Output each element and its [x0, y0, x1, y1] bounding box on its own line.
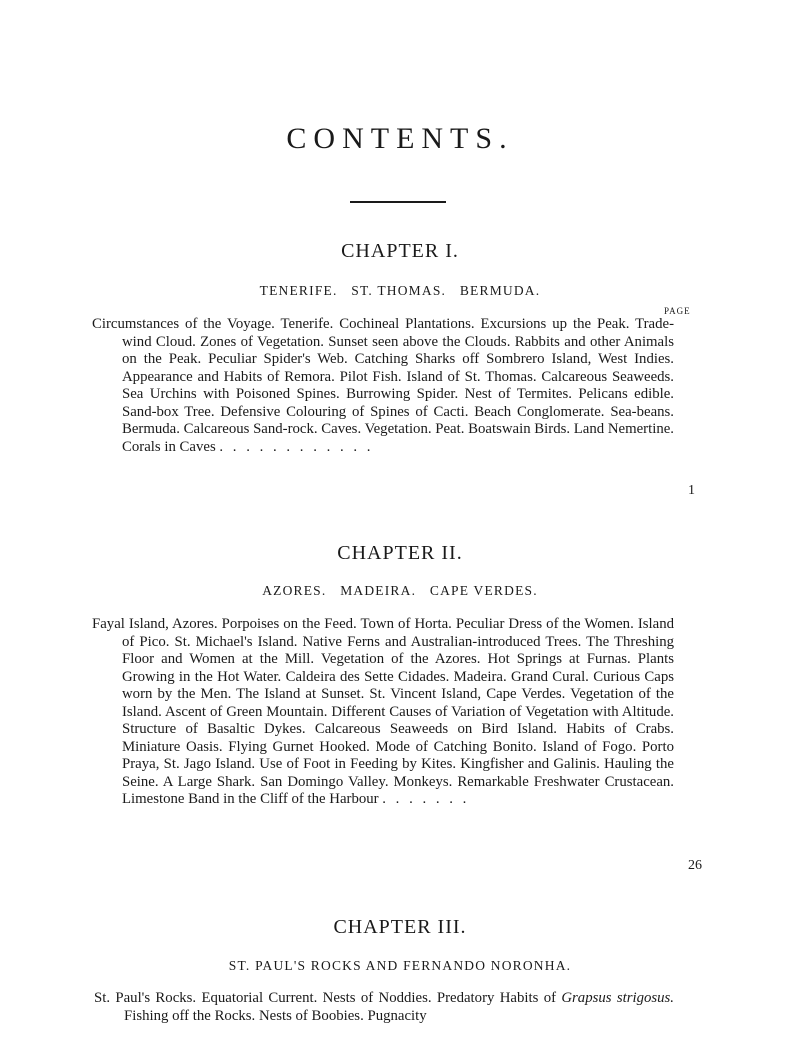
chapter-subtitle: AZORES. MADEIRA. CAPE VERDES. [262, 583, 538, 598]
chapter-summary [92, 316, 674, 456]
species-name: Grapsus strigosus. [561, 990, 674, 1006]
chapter-heading: CHAPTER I. [341, 240, 459, 262]
leader-dots: . . . . . . . . . . . . [219, 438, 374, 455]
summary-text: Circumstances of the Voyage. Tenerife. Cochineal Plantations. Excursions up the Peak. Trade-wind Cloud. Zones of Vegetation. Sunset seen above the Clouds. Rabbits and other Animals on the Peak. Peculiar Spider's Web. Catching Sharks off Sombrero Island, West Indies. Appearance and Habits of Remora. Pilot Fish. Island of St. Thomas. Calcareous Seaweeds. Sea Urchins with Poisoned Spines. Burrowing Spider. Nest of Termites. Pelicans edible. Sand-box Tree. Defensive Colouring of Spines of Cacti. Beach Conglomerate. Sea-beans. Bermuda. Calcareous Sand-rock. Caves. Vegetation. Peat. Boatswain Birds. Land Nemertine. Corals in Caves [92, 316, 674, 455]
summary-text: Fayal Island, Azores. Porpoises on the Feed. Town of Horta. Peculiar Dress of the Women. Island of Pico. St. Michael's Island. Native Ferns and Australian-introduced Trees. The Threshing Floor and Women at the Mill. Vegetation of the Azores. Hot Springs at Furnas. Plants Growing in the Hot Water. Caldeira des Sette Cidades. Madeira. Grand Cural. Curious Caps worn by the Men. The Island at Sunset. St. Vincent Island, Cape Verdes. Vegetation of the Island. Ascent of Green Mountain. Different Causes of Variation of Vegetation with Altitude. Structure of Basaltic Dykes. Calcareous Seaweeds on Bird Island. Habits of Crabs. Miniature Oasis. Flying Gurnet Hooked. Mode of Catching Bonito. Island of Fogo. Porto Praya, St. Jago Island. Use of Foot in Feeding by Kites. Kingfisher and Galinis. Hauling the Seine. A Large Shark. San Domingo Valley. Monkeys. Remarkable Freshwater Crustacean. Limestone Band in the Cliff of the Harbour [92, 616, 674, 807]
leader-dots: . . . . . . . [382, 791, 470, 807]
chapter-subtitle: TENERIFE. ST. THOMAS. BERMUDA. [259, 283, 541, 298]
chapter-heading: CHAPTER II. [337, 542, 463, 564]
page-number: 26 [688, 858, 702, 873]
summary-text: St. Paul's Rocks. Equatorial Current. Nests of Noddies. Predatory Habits of [94, 990, 562, 1006]
page-title: CONTENTS. [286, 122, 514, 155]
chapter-summary [94, 990, 674, 1025]
summary-text-continued: Fishing off the Rocks. Nests of Boobies. Pugnacity [124, 1007, 427, 1024]
title-rule [350, 201, 446, 203]
page-number: 1 [688, 483, 695, 498]
page-column-label: PAGE [664, 306, 691, 316]
chapter-subtitle: ST. PAUL'S ROCKS AND FERNANDO NORONHA. [228, 958, 572, 973]
chapter-summary [92, 616, 674, 809]
chapter-heading: CHAPTER III. [333, 916, 467, 938]
